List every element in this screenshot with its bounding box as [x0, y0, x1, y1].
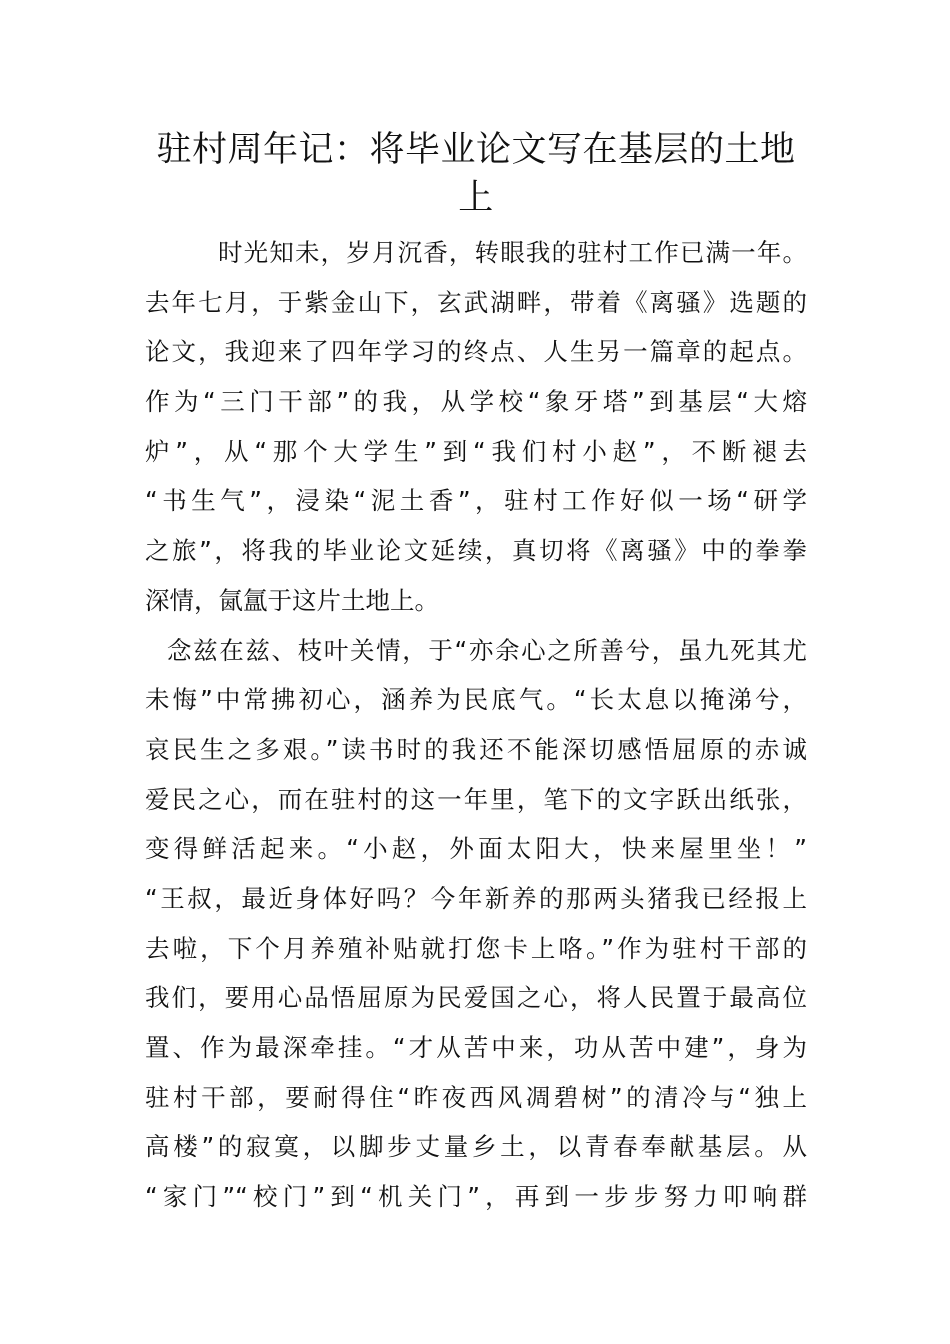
paragraph-line: 我们，要用心品悟屈原为民爱国之心，将人民置于最高位: [145, 983, 807, 1013]
paragraph-line: 哀民生之多艰。”读书时的我还不能深切感悟屈原的赤诚: [145, 734, 807, 764]
document-title: 驻村周年记：将毕业论文写在基层的土地上: [156, 130, 796, 218]
paragraph-line: 论文，我迎来了四年学习的终点、人生另一篇章的起点。: [145, 337, 807, 367]
paragraph-line: 爱民之心，而在驻村的这一年里，笔下的文字跃出纸张，: [145, 784, 807, 814]
paragraph-line: 时光知未，岁月沉香，转眼我的驻村工作已满一年。: [218, 238, 807, 267]
paragraph-line: “家门”“校门”到“机关门”，再到一步步努力叩响群: [145, 1182, 807, 1212]
paragraph-line: 炉”，从“那个大学生”到“我们村小赵”，不断褪去: [145, 436, 807, 466]
paragraph-line: “书生气”，浸染“泥土香”，驻村工作好似一场“研学: [145, 486, 807, 516]
document-body: [145, 228, 807, 1222]
paragraph-line: 念兹在兹、枝叶关情，于“亦余心之所善兮，虽九死其尤: [167, 635, 807, 665]
paragraph-line: “王叔，最近身体好吗？今年新养的那两头猪我已经报上: [145, 883, 807, 913]
paragraph-line: 之旅”，将我的毕业论文延续，真切将《离骚》中的拳拳: [145, 536, 807, 566]
paragraph-line: 去年七月，于紫金山下，玄武湖畔，带着《离骚》选题的: [145, 287, 807, 317]
paragraph-line: 变得鲜活起来。“小赵，外面太阳大，快来屋里坐！”: [145, 834, 807, 864]
paragraph-line: 置、作为最深牵挂。“才从苦中来，功从苦中建”，身为: [145, 1033, 807, 1062]
paragraph-line: 作为“三门干部”的我，从学校“象牙塔”到基层“大熔: [145, 387, 807, 417]
paragraph-line: 未悔”中常拂初心，涵养为民底气。“长太息以掩涕兮，: [145, 685, 807, 715]
paragraph-line: 驻村干部，要耐得住“昨夜西风凋碧树”的清冷与“独上: [145, 1082, 807, 1112]
paragraph-line: 深情，氤氲于这片土地上。: [145, 585, 439, 615]
paragraph-line: 去啦，下个月养殖补贴就打您卡上咯。”作为驻村干部的: [145, 933, 807, 963]
paragraph-line: 高楼”的寂寞，以脚步丈量乡土，以青春奉献基层。从: [145, 1132, 807, 1162]
